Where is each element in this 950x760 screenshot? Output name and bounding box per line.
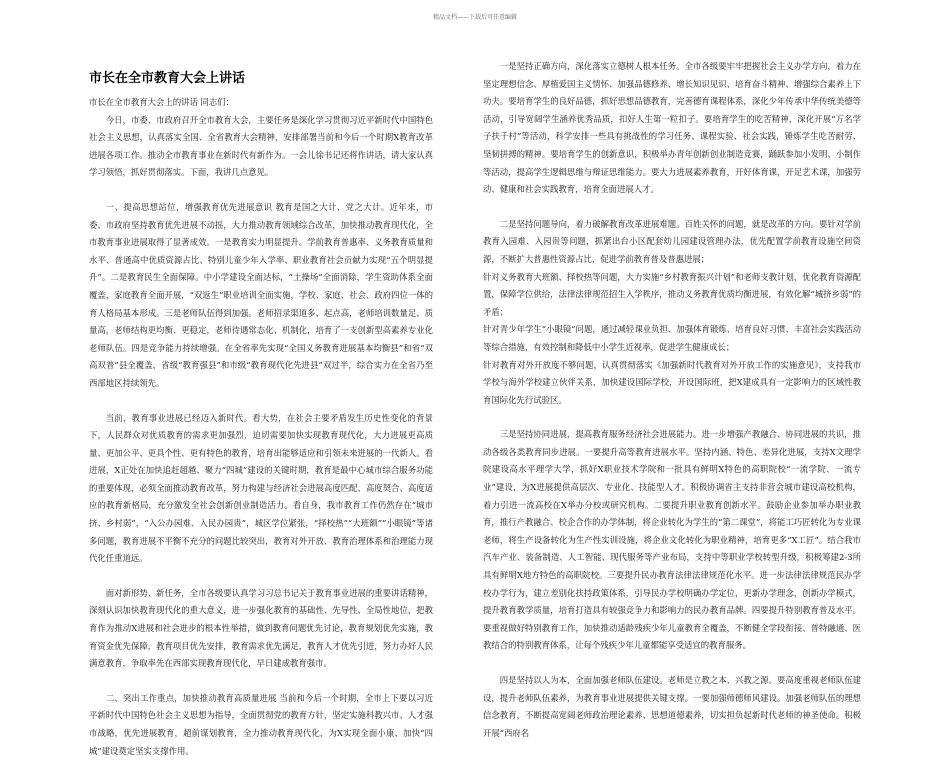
section-heading-paragraph: 二、突出工作重点，加快推动教育高质量进展 当前和今后一个时期，全市上下要以习近平新时代中国特色社会主义思想为指导，全面贯彻党的教育方针，坚定实施科教兴市、人才强市战略，优先进展教育，超前谋划教育，全力推动教育现代化，为X实现全面小康、加快“四城”建设奠定坚实支撑作用。: [89, 692, 433, 756]
paragraph-gap: [89, 673, 433, 690]
paragraph-gap: [483, 409, 861, 426]
paragraph: 今日，市委、市政府召开全市教育大会，主要任务是深化学习贯彻习近平新时代中国特色社会主义思想，认真落实全国、全省教育大会精神，安排部署当前和今后一个时期X教育改革进展各项工作。推动全市教育事业在新时代有新作为。一会儿徐书记还将作讲话，请大家认真学习领悟，抓好贯彻落实。下面，我讲几点意见。: [89, 114, 433, 178]
paragraph-gap: [483, 655, 861, 672]
paragraph: 针对教育对外开放度不够问题，认真贯彻落实《加强新时代教育对外开放工作的实施意见》，支持我市学校与海外学校建立伙伴关系，加快建设国际学校，开设国际班，把X建成具有一定影响力的区域性教育国际化先行试验区。: [483, 359, 861, 405]
page-header: 精品文档——下载后可任意编辑: [432, 14, 517, 21]
document-title: 市长在全市教育大会上讲话: [89, 71, 246, 86]
paragraph-gap: [89, 568, 433, 585]
paragraph: 针对青少年学生“小眼镜”问题，通过减轻课业负担、加强体育锻炼、培育良好习惯、丰富社会实践活动等综合措施，有效控制和降低中小学生近视率，促进学生健康成长；: [483, 324, 861, 352]
paragraph: 一是坚持正确方向，深化落实立德树人根本任务。全市各级要牢牢把握社会主义办学方向，着力在坚定理想信念、厚植爱国主义情怀、加强品德修养、增长知识见识、培育奋斗精神、增强综合素养上下功夫。要培育学生的良好品德，抓好思想品德教育，完善德育课程体系，深化少年传承中华传统美德等活动，引导宽阔学生涵养优秀品质，扣好人生第一粒扣子。要培育学生的吃苦精神，深化开展“万名学子扶千村”等活动，科学安排一些具有挑战性的学习任务、课程实验、社会实践，锤炼学生吃苦耐劳、坚韧拼搏的精神。要培育学生的创新意识，积极举办青年创新创业制造竞赛，踊跃参加小发明、小制作等活动，提高学生逻辑思维与辩证思维能力。要大力进展素养教育，开好体育课，开足艺术课，加强劳动、健康和社会实践教育，培育全面进展人才。: [483, 61, 861, 195]
paragraph: 市长在全市教育大会上的讲话 同志们：: [89, 97, 235, 107]
left-column: [89, 70, 433, 760]
paragraph: 二是坚持问题导向，着力破解教育改革进展难题。百姓关怀的问题，就是改革的方向。要针对学前教育入园难、入园贵等问题，抓紧出台小区配套幼儿园建设管理办法，优先配置学前教育设施空间资源，不断扩大普惠性资源占比，促进学前教育普及普惠进展；: [483, 218, 861, 264]
paragraph: 三是坚持协同进展，提高教育服务经济社会进展能力。进一步增强产教融合、协同进展的共识，推动各级各类教育同步进展。一要提升高等教育进展水平。坚持内涵、特色、差异化进展，支持X文理学院建设高水平理学大学，抓好X职业技术学院和一批具有鲜明X特色的高职院校“一流学院、一流专业”建设，为X进展提供高层次、专业化、技能型人才。积极协调省主支持非营会城市建设高校机构，着力引进一流高校在X举办分校或研究机构。二要提升职业教育创新水平。鼓励企业参加举办职业教育，推行产教融合、校企合作的办学体制，将企业转化为学生的“第二课堂”，将能工巧匠转化为专业课老师，将生产设备转化为生产性实训设施，将企业文化转化为职业精神，培育更多“X工匠”。结合我市汽车产业、装备制造、人工智能、现代服务等产业布局，支持中等职业学校转型升级，积极筹建2-3所具有鲜明X地方特色的高职院校。三要提升民办教育法律法律规范化水平。进一步法律法律规范民办学校办学行为，建立差别化扶持政策体系，引导民办学校明确办学定位，更新办学理念，创新办学模式，提升教育教学质量，培育打造具有较强竞争力和影响力的民办教育品牌。四要提升特别教育普及水平。要重视做好特别教育工作，加快推动适龄残疾少年儿童教育全覆盖，不断健全学段衔接、普特融通、医教结合的特别教育体系，让每个残疾少年儿童都能享受适宜的教育服务。: [483, 429, 861, 651]
section-heading-paragraph: 一、提高思想站位，增强教育优先进展意识 教育是国之大计、党之大计。近年来，市委、市政府坚持教育优先进展不动摇，大力推动教育领域综合改革，加快推动教育现代化，全市教育事业进展取得了显著成效。一是教育实力明显提升。学前教育普惠率、义务教育质量和水平、普通高中优质资源占比、特别儿童少年入学率、职业教育社会贡献力实现“五个明显提升”。二是教育民生全面保障。中小学建设全面达标，“土操场”全面消除，学生资助体系全面覆盖，家庭教育全面开展，“双返生”职业培训全面实施，学校、家庭、社会、政府四位一体的育人格局基本形成。三是老师队伍得到加强。老师招录渠道多、起点高，老师培训数量足、质量高，老师结构更均衡、更稳定，老师待遇常态化、机制化，培育了一支创新型高素养专业化老师队伍。四是竞争能力持续增强。在全省率先实现“全国义务教育进展基本均衡县”和省“双高双普”县全覆盖，省级“教育强县”和市级“教育现代化先进县”双过半，综合实力在全省乃至西部地区持续领先。: [89, 201, 433, 388]
paragraph-gap: [483, 199, 861, 216]
right-column: [483, 58, 861, 742]
paragraph-gap: [89, 393, 433, 410]
paragraph: 面对新形势、新任务，全市各级要认真学习习总书记关于教育事业进展的重要讲话精神，深刻认识加快教育现代化的重大意义，进一步强化教育的基础性、先导性、全局性地位，把教育作为推动X进展和社会进步的根本性举措，做到教育问题优先讨论，教育规划优先实施，教育资金优先保障，教育项目优先安排，教育需求优先满足，教育人才优先引进，努力办好人民满意教育，争取率先在西部实现教育现代化，早日建成教育强市。: [89, 587, 433, 669]
paragraph: 针对义务教育大班额、择校热等问题，大力实施“乡村教育振兴计划”和老师支教计划，优化教育资源配置，保障学位供给，法律法律规范招生入学秩序，推动义务教育优质均衡进展，有效化解“城挤乡弱”的矛盾；: [483, 271, 861, 317]
paragraph: 四是坚持以人为本，全面加强老师队伍建设。老师是立教之本、兴教之源。要高度重视老师队伍建设，提升老师队伍素养，为教育事业进展提供关键支撑。一要加强师德师风建设。加强老师队伍的理想信念教育，不断提高宽阔老师政治理论素养、思想道德素养，切实担负起新时代老师的神圣使命。积极开展“西府名: [483, 675, 861, 738]
paragraph: 当前，教育事业进展已经迈入新时代。看大势，在社会主要矛盾发生历史性变化的背景下，人民群众对优质教育的需求更加强烈，迫切需要加快实现教育现代化，大力进展更高质量、更加公平、更具个性、更有特色的教育，培育出能够适应和引领未来进展的一代新人。看进展，X正处在加快追赶超越、聚力“四城”建设的关键时期，教育是最中心城市综合服务功能的重要体现，必须全面推动教育改革，努力构建与经济社会进展高度匹配、高度契合、高度适应的教育新格局，充分激发全社会创新创业制造活力。看自身，我市教育工作仍然存在“城市挤、乡村弱”，“入公办园难、入民办园贵”，城区学位紧张，“择校热”“大班额”“小眼镜”等诸多问题，教育进展不平衡不充分的问题比较突出，教育对外开放、教育治理体系和治理能力现代化任重道远。: [89, 412, 433, 564]
paragraph-gap: [89, 182, 433, 199]
